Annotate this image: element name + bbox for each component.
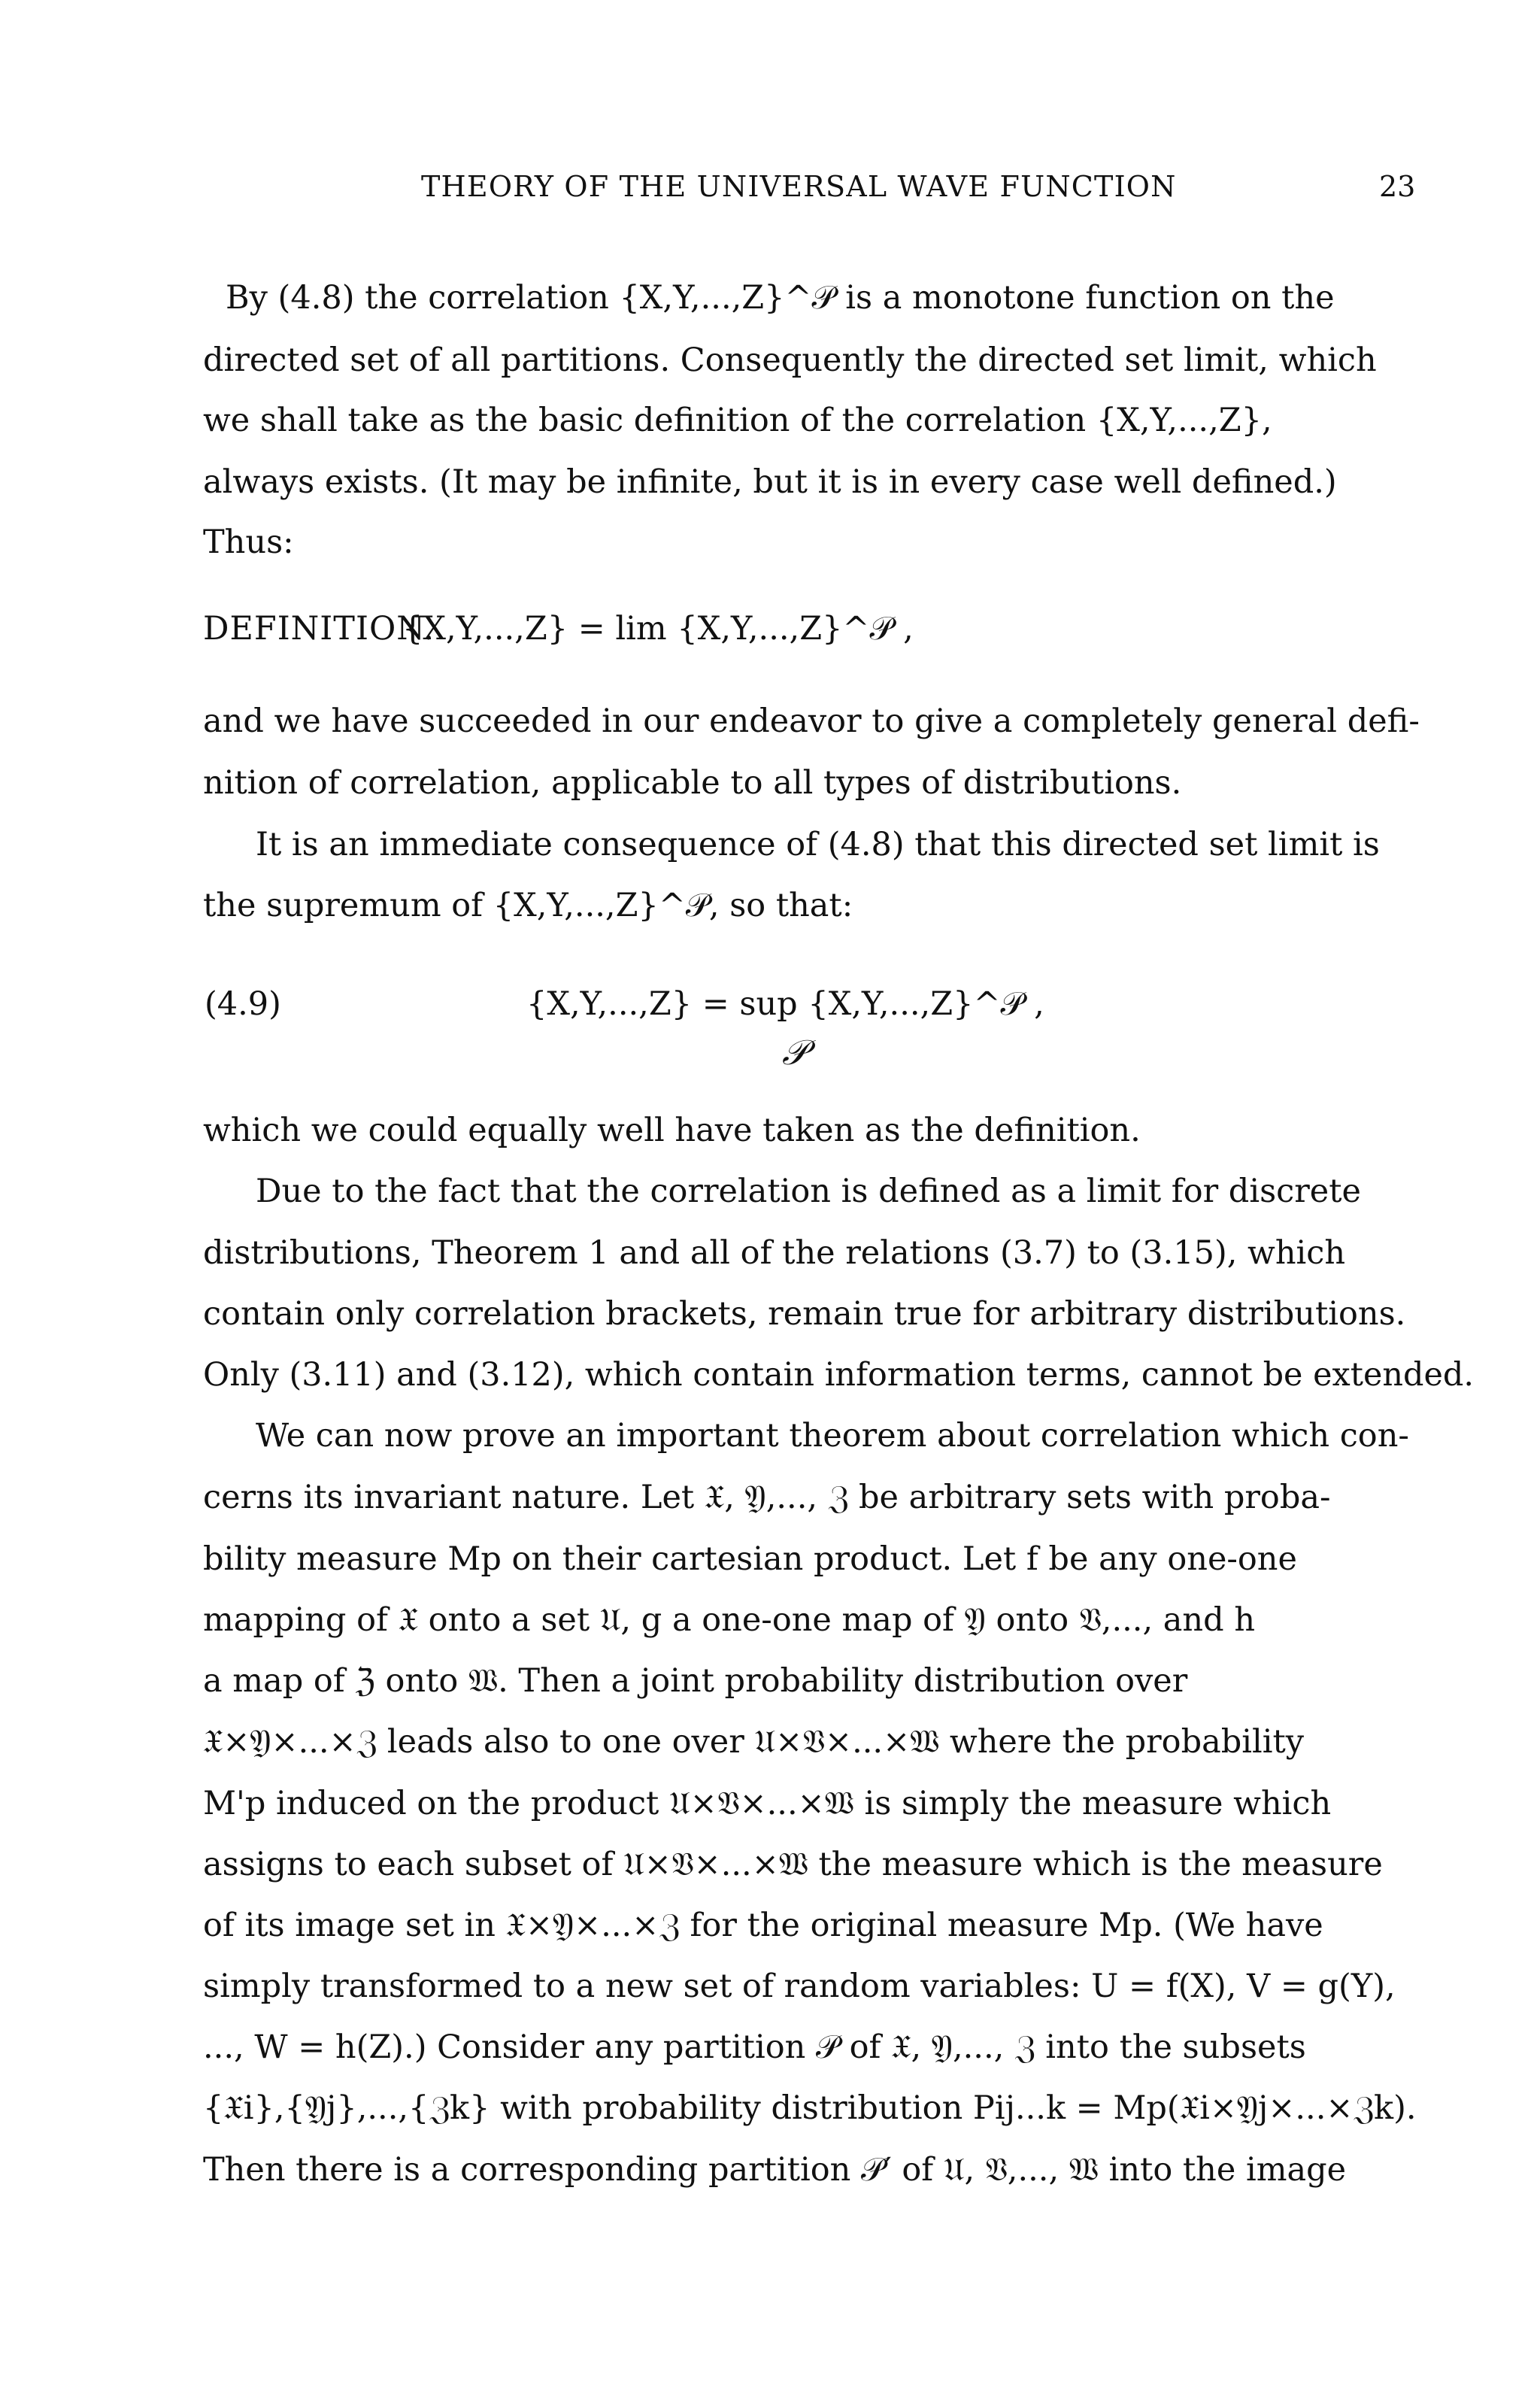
body-line-14: Only (3.11) and (3.12), which contain information terms, cannot be extended. [203,1356,1474,1394]
running-header: THEORY OF THE UNIVERSAL WAVE FUNCTION [421,170,1177,203]
body-line-26: {𝔛i},{𝔜j},...,{ℨk} with probability distribution Pij...k = Mp(𝔛i×𝔜j×...×ℨk). [203,2089,1417,2127]
equation-subscript: 𝒫 [782,1032,808,1073]
body-line-16: cerns its invariant nature. Let 𝔛, 𝔜,..., ℨ be arbitrary sets with proba- [203,1479,1331,1516]
body-line-27: Then there is a corresponding partition 𝒫′ of 𝔘, 𝔙,..., 𝔚 into the image [203,2151,1347,2189]
equation-number: (4.9) [205,985,281,1023]
body-line-9: the supremum of {X,Y,...,Z}^𝒫, so that: [203,887,853,924]
body-line-22: assigns to each subset of 𝔘×𝔙×...×𝔚 the measure which is the measure [203,1846,1383,1883]
body-line-23: of its image set in 𝔛×𝔜×...×ℨ for the original measure Mp. (We have [203,1907,1323,1944]
body-line-8: It is an immediate consequence of (4.8) that this directed set limit is [256,826,1380,863]
body-line-21: M'p induced on the product 𝔘×𝔙×...×𝔚 is simply the measure which [203,1785,1332,1822]
body-line-20: 𝔛×𝔜×...×ℨ leads also to one over 𝔘×𝔙×...×𝔚 where the probability [203,1723,1305,1761]
body-line-17: bility measure Mp on their cartesian product. Let f be any one-one [203,1540,1297,1578]
body-line-1: By (4.8) the correlation {X,Y,...,Z}^𝒫 is a monotone function on the [226,279,1335,317]
body-line-4: always exists. (It may be infinite, but it is in every case well defined.) [203,463,1337,501]
body-line-6: and we have succeeded in our endeavor to give a completely general defi- [203,702,1420,740]
definition-label: DEFINITION. [203,610,435,648]
body-line-15: We can now prove an important theorem about correlation which con- [256,1417,1409,1455]
equation-formula: {X,Y,...,Z} = sup {X,Y,...,Z}^𝒫 , [526,985,1044,1023]
body-line-7: nition of correlation, applicable to all types of distributions. [203,764,1182,802]
page-number: 23 [1379,170,1416,203]
body-line-10: which we could equally well have taken as the definition. [203,1112,1141,1149]
body-line-25: ..., W = h(Z).) Consider any partition 𝒫 of 𝔛, 𝔜,..., ℨ into the subsets [203,2028,1306,2066]
body-line-24: simply transformed to a new set of random variables: U = f(X), V = g(Y), [203,1968,1396,2005]
body-line-11: Due to the fact that the correlation is defined as a limit for discrete [256,1173,1361,1210]
body-line-19: a map of ℨ onto 𝔚. Then a joint probability distribution over [203,1662,1188,1700]
body-line-12: distributions, Theorem 1 and all of the relations (3.7) to (3.15), which [203,1234,1346,1272]
body-line-2: directed set of all partitions. Consequently the directed set limit, which [203,341,1377,379]
body-line-3: we shall take as the basic definition of the correlation {X,Y,...,Z}, [203,402,1272,439]
definition-formula: {X,Y,...,Z} = lim {X,Y,...,Z}^𝒫 , [402,610,914,648]
body-line-13: contain only correlation brackets, remain true for arbitrary distributions. [203,1295,1406,1333]
body-line-18: mapping of 𝔛 onto a set 𝔘, g a one-one map of 𝔜 onto 𝔙,..., and h [203,1601,1256,1639]
body-line-5: Thus: [203,523,294,561]
